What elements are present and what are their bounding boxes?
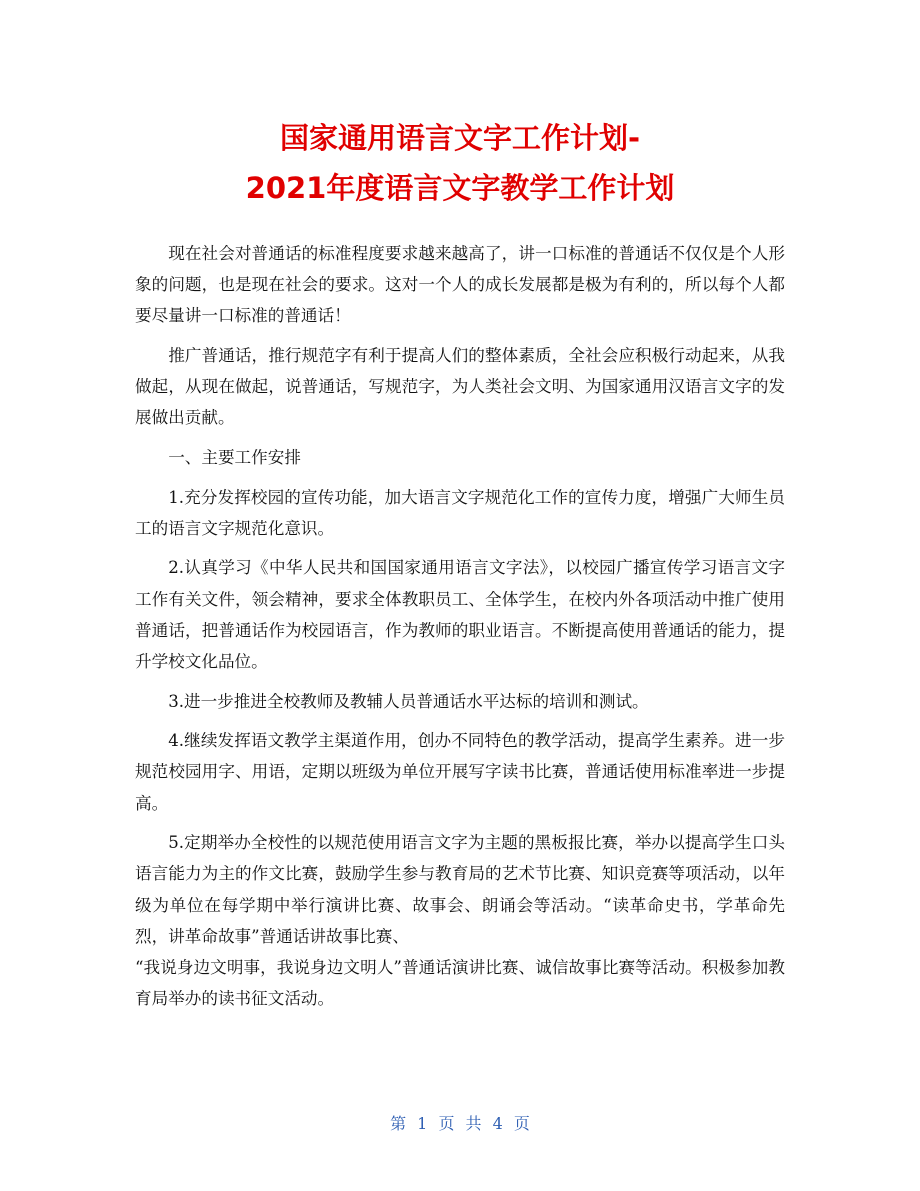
title-line-1: 国家通用语言文字工作计划- — [279, 121, 641, 155]
document-title — [0, 113, 920, 213]
list-item-5-continued: “我说身边文明事，我说身边文明人”普通话演讲比赛、诚信故事比赛等活动。积极参加教育局举办的读书征文活动。 — [135, 958, 785, 1009]
page-number-footer: 第 1 页 共 4 页 — [390, 1114, 530, 1133]
list-item-5: 5.定期举办全校性的以规范使用语言文字为主题的黑板报比赛，举办以提高学生口头语言能力为主的作文比赛，鼓励学生参与教育局的艺术节比赛、知识竞赛等项活动，以年级为单位在每学期中举行演讲比赛、故事会、朗诵会等活动。“读革命史书，学革命先烈，讲革命故事”普通话讲故事比赛、 — [135, 833, 785, 946]
document-body — [135, 238, 785, 1023]
section-heading: 一、主要工作安排 — [168, 448, 301, 467]
list-item-4: 4.继续发挥语文教学主渠道作用，创办不同特色的教学活动，提高学生素养。进一步规范校园用字、用语，定期以班级为单位开展写字读书比赛，普通话使用标准率进一步提高。 — [135, 731, 785, 813]
list-item-1: 1.充分发挥校园的宣传功能，加大语言文字规范化工作的宣传力度，增强广大师生员工的语言文字规范化意识。 — [135, 487, 785, 538]
title-line-2: 2021年度语言文字教学工作计划 — [245, 171, 675, 205]
paragraph-promote: 推广普通话，推行规范字有利于提高人们的整体素质，全社会应积极行动起来，从我做起，从现在做起，说普通话，写规范字，为人类社会文明、为国家通用汉语言文字的发展做出贡献。 — [135, 346, 785, 428]
list-item-3: 3.进一步推进全校教师及教辅人员普通话水平达标的培训和测试。 — [168, 691, 649, 711]
paragraph-intro: 现在社会对普通话的标准程度要求越来越高了，讲一口标准的普通话不仅仅是个人形象的问题，也是现在社会的要求。这对一个人的成长发展都是极为有利的，所以每个人都要尽量讲一口标准的普通话！ — [135, 244, 785, 326]
list-item-2: 2.认真学习《中华人民共和国国家通用语言文字法》，以校园广播宣传学习语言文字工作有关文件，领会精神，要求全体教职员工、全体学生，在校内外各项活动中推广使用普通话，把普通话作为校园语言，作为教师的职业语言。不断提高使用普通话的能力，提升学校文化品位。 — [135, 558, 785, 671]
